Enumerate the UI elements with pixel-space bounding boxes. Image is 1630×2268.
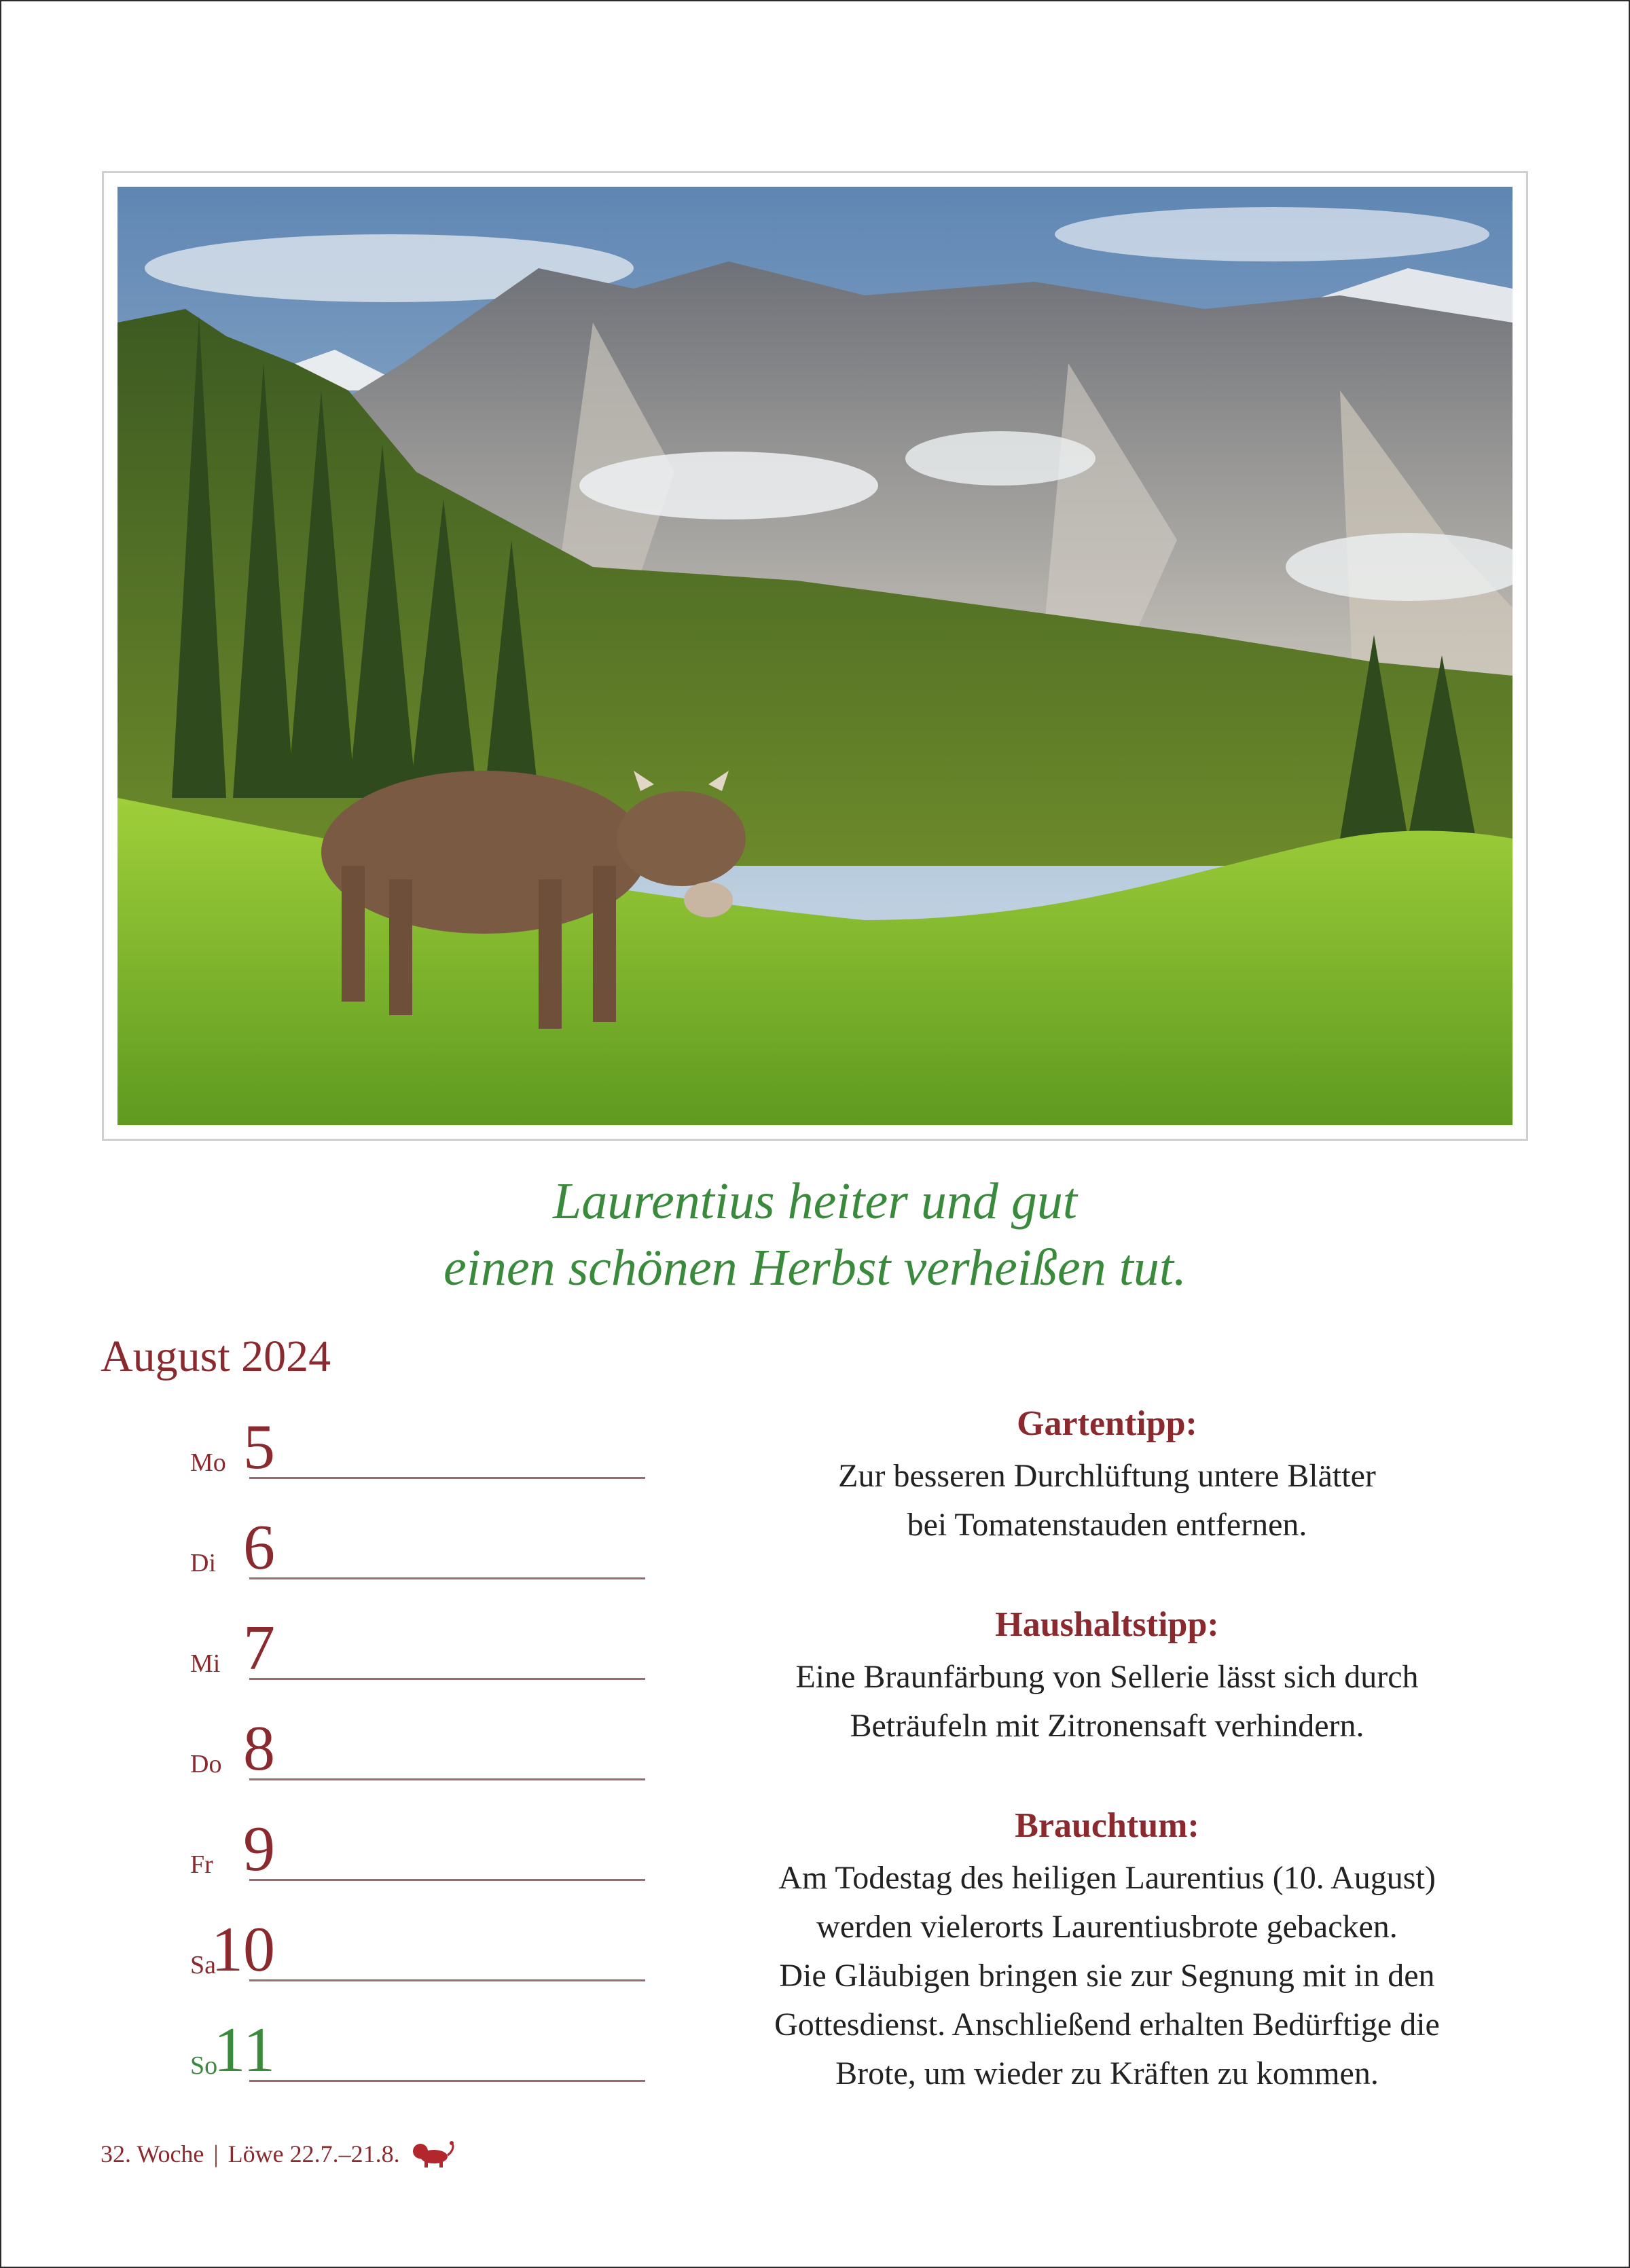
garden-tip-text — [686, 1452, 1528, 1550]
day-number: 5 — [243, 1412, 275, 1482]
note-line[interactable] — [249, 1477, 645, 1479]
garden-tip-line: Zur besseren Durchlüftung untere Blätter — [838, 1458, 1376, 1494]
household-tip-title: Haushaltstipp: — [995, 1605, 1219, 1644]
day-row-saturday — [102, 1908, 645, 1990]
day-abbreviation: Mo — [190, 1448, 226, 1477]
month-title: August 2024 — [101, 1332, 331, 1381]
custom-tip-text — [686, 1854, 1528, 2098]
household-tip-line: Eine Braunfärbung von Sellerie lässt sich durch — [795, 1659, 1419, 1695]
day-number: 8 — [243, 1713, 275, 1784]
day-abbreviation: Di — [190, 1549, 216, 1577]
tips-column — [686, 1399, 1528, 2148]
note-line[interactable] — [249, 1678, 645, 1680]
day-row-sunday — [102, 2009, 645, 2090]
day-number: 7 — [243, 1613, 275, 1683]
quote-line-1: Laurentius heiter und gut — [553, 1173, 1077, 1230]
household-tip — [686, 1600, 1528, 1751]
day-abbreviation: Sa — [190, 1951, 216, 1979]
photo-frame — [102, 171, 1528, 1141]
custom-tip-line: Am Todestag des heiligen Laurentius (10. August) — [778, 1860, 1436, 1896]
day-abbreviation: Mi — [190, 1649, 221, 1678]
custom-tip-line: Gottesdienst. Anschließend erhalten Bedürftige die — [774, 2007, 1440, 2043]
day-row-thursday — [102, 1707, 645, 1789]
garden-tip-title: Gartentipp: — [1017, 1404, 1197, 1443]
custom-tip-line: werden vielerorts Laurentiusbrote gebacken. — [816, 1909, 1398, 1945]
zodiac-range: Löwe 22.7.–21.8. — [228, 2140, 400, 2168]
day-abbreviation: Do — [190, 1750, 222, 1778]
custom-tip-line: Die Gläubigen bringen sie zur Segnung mit in den — [779, 1958, 1435, 1994]
garden-tip-line: bei Tomatenstauden entfernen. — [907, 1507, 1307, 1543]
footer-separator: | — [213, 2140, 219, 2168]
custom-tip-line: Brote, um wieder zu Kräften zu kommen. — [835, 2055, 1379, 2091]
week-number: 32. Woche — [101, 2140, 204, 2168]
day-number: 9 — [243, 1814, 275, 1884]
day-abbreviation: Fr — [190, 1850, 213, 1879]
custom-tip — [686, 1801, 1528, 2098]
note-line[interactable] — [249, 2080, 645, 2082]
day-row-wednesday — [102, 1607, 645, 1688]
garden-tip — [686, 1399, 1528, 1550]
note-line[interactable] — [249, 1778, 645, 1780]
footer — [101, 2139, 456, 2169]
note-line[interactable] — [249, 1979, 645, 1981]
lion-icon — [410, 2139, 456, 2169]
day-row-tuesday — [102, 1506, 645, 1588]
note-line[interactable] — [249, 1879, 645, 1881]
day-number: 10 — [211, 1914, 275, 1985]
quote-line-2: einen schönen Herbst verheißen tut. — [443, 1239, 1187, 1296]
day-number: 6 — [243, 1512, 275, 1583]
saying-quote — [0, 1168, 1630, 1301]
day-abbreviation: So — [190, 2051, 218, 2080]
day-row-monday — [102, 1406, 645, 1487]
day-number: 11 — [213, 2015, 275, 2085]
household-tip-text — [686, 1653, 1528, 1751]
day-row-friday — [102, 1808, 645, 1889]
note-line[interactable] — [249, 1577, 645, 1579]
household-tip-line: Beträufeln mit Zitronensaft verhindern. — [850, 1708, 1364, 1744]
custom-tip-title: Brauchtum: — [1015, 1806, 1199, 1845]
landscape-photo — [117, 187, 1513, 1125]
